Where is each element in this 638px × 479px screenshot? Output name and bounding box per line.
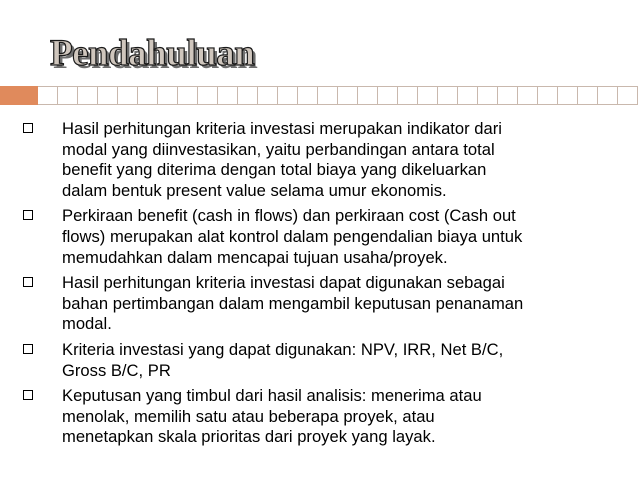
list-item-line: Keputusan yang timbul dari hasil analisis: menerima atau xyxy=(62,386,482,406)
list-item-line: Kriteria investasi yang dapat digunakan: NPV, IRR, Net B/C, xyxy=(62,339,504,359)
grid-cell xyxy=(38,86,58,105)
grid-cell xyxy=(78,86,98,105)
grid-cell xyxy=(478,86,498,105)
grid-cell xyxy=(558,86,578,105)
grid-cell xyxy=(218,86,238,105)
list-item xyxy=(20,340,620,381)
grid-cell xyxy=(458,86,478,105)
list-item xyxy=(20,206,620,268)
grid-cell xyxy=(158,86,178,105)
hollow-square-bullet-icon xyxy=(23,390,33,400)
list-item-line: menetapkan skala prioritas dari proyek yang layak. xyxy=(62,427,436,447)
accent-block xyxy=(0,86,38,105)
grid-cell xyxy=(118,86,138,105)
list-item-line: benefit yang diterima dengan total biaya yang dikeluarkan xyxy=(62,160,487,180)
grid-cell xyxy=(318,86,338,105)
grid-cell xyxy=(278,86,298,105)
decorative-grid-bar xyxy=(0,86,638,105)
grid-cell xyxy=(58,86,78,105)
list-item-line: Hasil perhitungan kriteria investasi dapat digunakan sebagai xyxy=(62,273,505,293)
grid-cell xyxy=(258,86,278,105)
grid-cell xyxy=(178,86,198,105)
grid-cell xyxy=(498,86,518,105)
grid-cell xyxy=(538,86,558,105)
grid-cell xyxy=(518,86,538,105)
hollow-square-bullet-icon xyxy=(23,277,33,287)
grid-cell xyxy=(98,86,118,105)
list-item-line: Perkiraan benefit (cash in flows) dan perkiraan cost (Cash out xyxy=(62,206,516,226)
grid-cell xyxy=(378,86,398,105)
list-item-line: memudahkan dalam mencapai tujuan usaha/proyek. xyxy=(62,247,448,267)
list-item-line: modal. xyxy=(62,314,112,334)
hollow-square-bullet-icon xyxy=(23,123,33,133)
list-item-line: bahan pertimbangan dalam mengambil keputusan penanaman xyxy=(62,293,524,313)
grid-cell xyxy=(598,86,618,105)
grid-cell xyxy=(138,86,158,105)
slide-title: Pendahuluan xyxy=(50,33,255,74)
grid-cell xyxy=(298,86,318,105)
grid-cell xyxy=(398,86,418,105)
grid-cell xyxy=(618,86,638,105)
grid-cell xyxy=(438,86,458,105)
list-item-line: flows) merupakan alat kontrol dalam pengendalian biaya untuk xyxy=(62,226,523,246)
grid-cell xyxy=(338,86,358,105)
grid-cell xyxy=(418,86,438,105)
list-item xyxy=(20,386,620,448)
hollow-square-bullet-icon xyxy=(23,210,33,220)
grid-cell xyxy=(358,86,378,105)
list-item-line: dalam bentuk present value selama umur ekonomis. xyxy=(62,180,447,200)
bullet-list xyxy=(20,119,620,453)
grid-cell xyxy=(198,86,218,105)
list-item xyxy=(20,119,620,201)
grid-cell xyxy=(578,86,598,105)
list-item xyxy=(20,273,620,335)
hollow-square-bullet-icon xyxy=(23,344,33,354)
list-item-line: Hasil perhitungan kriteria investasi merupakan indikator dari xyxy=(62,119,502,138)
list-item-line: menolak, memilih satu atau beberapa proyek, atau xyxy=(62,406,435,426)
grid-cell xyxy=(238,86,258,105)
list-item-line: Gross B/C, PR xyxy=(62,360,171,380)
list-item-line: modal yang diinvestasikan, yaitu perbandingan antara total xyxy=(62,139,495,159)
